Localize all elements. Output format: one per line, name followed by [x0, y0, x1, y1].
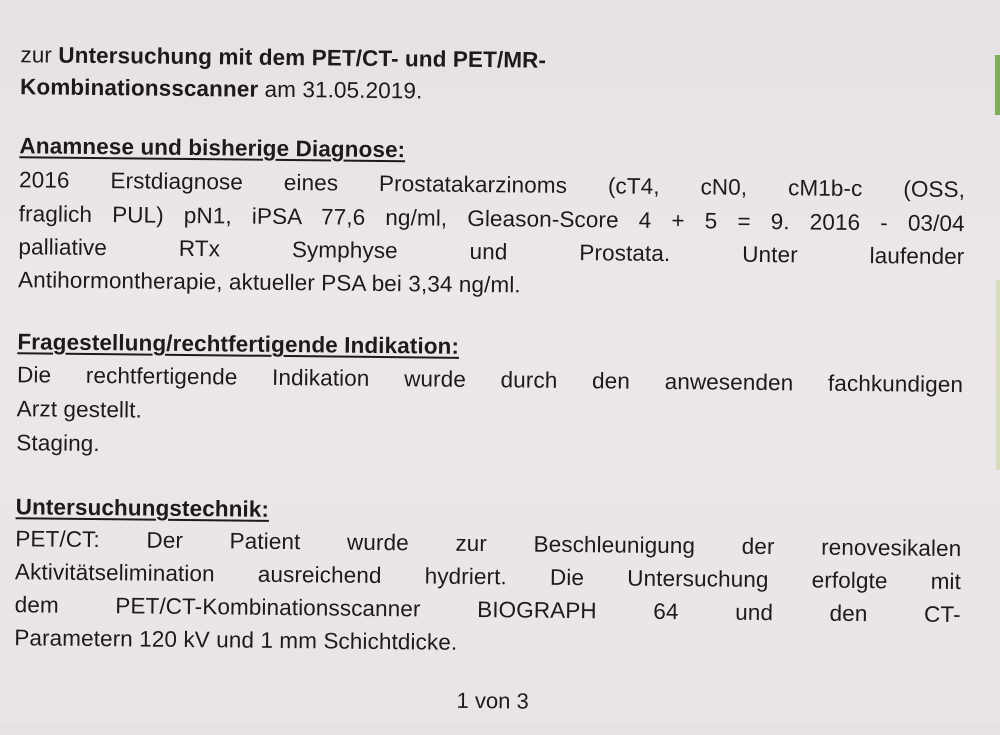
intro-bold-2: Kombinationsscanner	[19, 74, 259, 102]
anamnese-line-2: fraglich PUL) pN1, iPSA 77,6 ng/ml, Gleason-Score 4 + 5 = 9. 2016 - 03/04	[18, 201, 965, 237]
anamnese-line-3: palliative RTx Symphyse und Prostata. Unter laufender	[18, 234, 965, 270]
anamnese-heading: Anamnese und bisherige Diagnose:	[19, 133, 406, 163]
fragestellung-line-1: Die rechtfertigende Indikation wurde durch den anwesenden fachkundigen	[16, 362, 964, 398]
intro-line-1	[20, 40, 546, 76]
intro-line-2	[20, 72, 423, 106]
technik-heading: Untersuchungstechnik:	[15, 494, 270, 522]
anamnese-line-1: 2016 Erstdiagnose eines Prostatakarzinoms (cT4, cN0, cM1b-c (OSS,	[18, 167, 966, 203]
technik-line-4: Parametern 120 kV und 1 mm Schichtdicke.	[14, 625, 458, 655]
anamnese-line-4: Antihormontherapie, aktueller PSA bei 3,34 ng/ml.	[17, 267, 521, 298]
fragestellung-line-2: Arzt gestellt.	[16, 396, 143, 423]
intro-prefix: zur	[20, 42, 59, 68]
page-edge-tab	[995, 55, 1000, 115]
technik-line-3: dem PET/CT-Kombinationsscanner BIOGRAPH 64 und den CT-	[14, 592, 961, 628]
page-number: 1 von 3	[456, 687, 529, 714]
fragestellung-heading: Fragestellung/rechtfertigende Indikation:	[17, 329, 460, 359]
fragestellung-line-3: Staging.	[16, 430, 100, 457]
intro-suffix: am 31.05.2019.	[258, 76, 423, 104]
page-edge-strip	[996, 280, 1000, 470]
technik-line-1: PET/CT: Der Patient wurde zur Beschleunigung der renovesikalen	[15, 526, 962, 562]
intro-bold-1: Untersuchung mit dem PET/CT- und PET/MR-	[58, 42, 547, 73]
technik-line-2: Aktivitätselimination ausreichend hydriert. Die Untersuchung erfolgte mit	[14, 559, 962, 595]
